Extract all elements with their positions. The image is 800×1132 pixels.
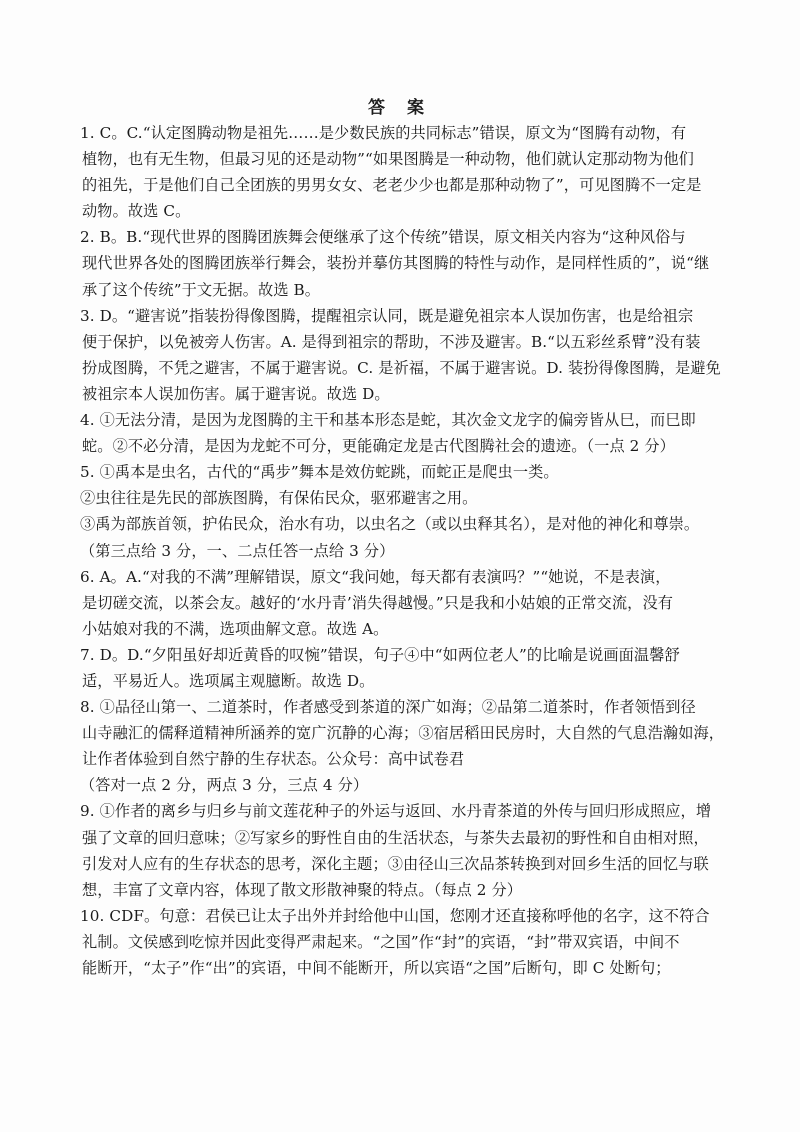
text-line: 小姑娘对我的不满，选项曲解文意。故选 A。: [82, 619, 389, 638]
text-line: 的祖先，于是他们自己全团族的男男女女、老老少少也都是那种动物了”，可见图腾不一定是: [82, 176, 702, 195]
text-line: 能断开，“太子”作“出”的宾语，中间不能断开，所以宾语“之国”后断句，即 C 处断句；: [82, 959, 671, 977]
answer-content: [80, 120, 725, 981]
text-line: 9. ①作者的离乡与归乡与前文莲花种子的外运与返回、水丹青茶道的外传与回归形成照应，增: [80, 802, 712, 821]
text-line: 3. D。“避害说”指装扮得像图腾，提醒祖宗认同，既是避免祖宗本人误加伤害，也是给祖宗: [80, 306, 694, 325]
text-line: 被祖宗本人误加伤害。属于避害说。故选 D。: [82, 384, 390, 403]
text-line: ②虫往往是先民的部族图腾，有保佑民众，驱邪避害之用。: [80, 489, 478, 508]
text-line: 1. C。C.“认定图腾动物是祖先……是少数民族的共同标志”错误，原文为“图腾有动物，有: [80, 124, 687, 142]
text-line: 蛇。②不必分清，是因为龙蛇不可分，更能确定龙是古代图腾社会的遗迹。（一点 2 分）: [82, 437, 675, 456]
text-line: 强了文章的回归意味；②写家乡的野性自由的生活状态，与茶失去最初的野性和自由相对照，: [82, 828, 709, 847]
text-line: 礼制。文侯感到吃惊并因此变得严肃起来。“之国”作“封”的宾语，“封”带双宾语，中间不: [82, 932, 680, 951]
text-line: 8. ①品径山第一、二道茶时，作者感受到茶道的深广如海；②品第二道茶时，作者领悟到径: [80, 698, 696, 717]
text-line: （第三点给 3 分，一、二点任答一点给 3 分）: [80, 541, 395, 560]
text-line: 10. CDF。句意：君侯已让太子出外并封给他中山国，您刚才还直接称呼他的名字，这不符合: [80, 906, 710, 925]
text-line: 2. B。B.“现代世界的图腾团族舞会便继承了这个传统”错误，原文相关内容为“这种风俗与: [80, 228, 686, 247]
text-line: 现代世界各处的图腾团族举行舞会，装扮并摹仿其图腾的特性与动作，是同样性质的”，说“继: [82, 254, 710, 273]
text-line: 适，平易近人。选项属主观臆断。故选 D。: [82, 671, 375, 690]
text-line: ③禹为部族首领，护佑民众，治水有功，以虫名之（或以虫释其名），是对他的神化和尊崇。: [80, 515, 700, 534]
text-line: 4. ①无法分清，是因为龙图腾的主干和基本形态是蛇，其次金文龙字的偏旁皆从巳，而巳即: [80, 411, 696, 430]
text-line: 动物。故选 C。: [82, 202, 191, 221]
text-line: 想，丰富了文章内容，体现了散文形散神聚的特点。（每点 2 分）: [82, 880, 523, 899]
text-line: 扮成图腾，不凭之避害，不属于避害说。C. 是祈福，不属于避害说。D. 装扮得像图腾，是避免: [82, 358, 721, 377]
page-title: 答 案: [368, 98, 432, 118]
text-line: 是切磋交流，以茶会友。越好的‘水丹青’消失得越慢。”只是我和小姑娘的正常交流，没有: [82, 593, 674, 612]
text-line: 6. A。A.“对我的不满”理解错误，原文“我问她，每天都有表演吗？”“她说，不是表演，: [80, 567, 671, 586]
text-line: 7. D。D.“夕阳虽好却近黄昏的叹惋”错误，句子④中“如两位老人”的比喻是说画面温馨舒: [80, 645, 680, 664]
text-line: 承了这个传统”于文无据。故选 B。: [82, 280, 321, 299]
text-line: 便于保护，以免被旁人伤害。A. 是得到祖宗的帮助，不涉及避害。B.“以五彩丝系臂”没有装: [82, 332, 701, 351]
text-line: 5. ①禹本是虫名，古代的“禹步”舞本是效仿蛇跳，而蛇正是爬虫一类。: [80, 463, 559, 482]
text-line: （答对一点 2 分，两点 3 分，三点 4 分）: [80, 776, 369, 795]
text-line: 引发对人应有的生存状态的思考，深化主题；③由径山三次品茶转换到对回乡生活的回忆与联: [82, 854, 709, 873]
text-line: 让作者体验到自然宁静的生存状态。公众号：高中试卷君: [82, 750, 465, 769]
text-line: 植物，也有无生物，但最习见的还是动物”“如果图腾是一种动物，他们就认定那动物为他们: [82, 150, 694, 169]
text-line: 山寺融汇的儒释道精神所涵养的宽广沉静的心海；③宿居稻田民房时，大自然的气息浩瀚如海，: [82, 724, 725, 743]
